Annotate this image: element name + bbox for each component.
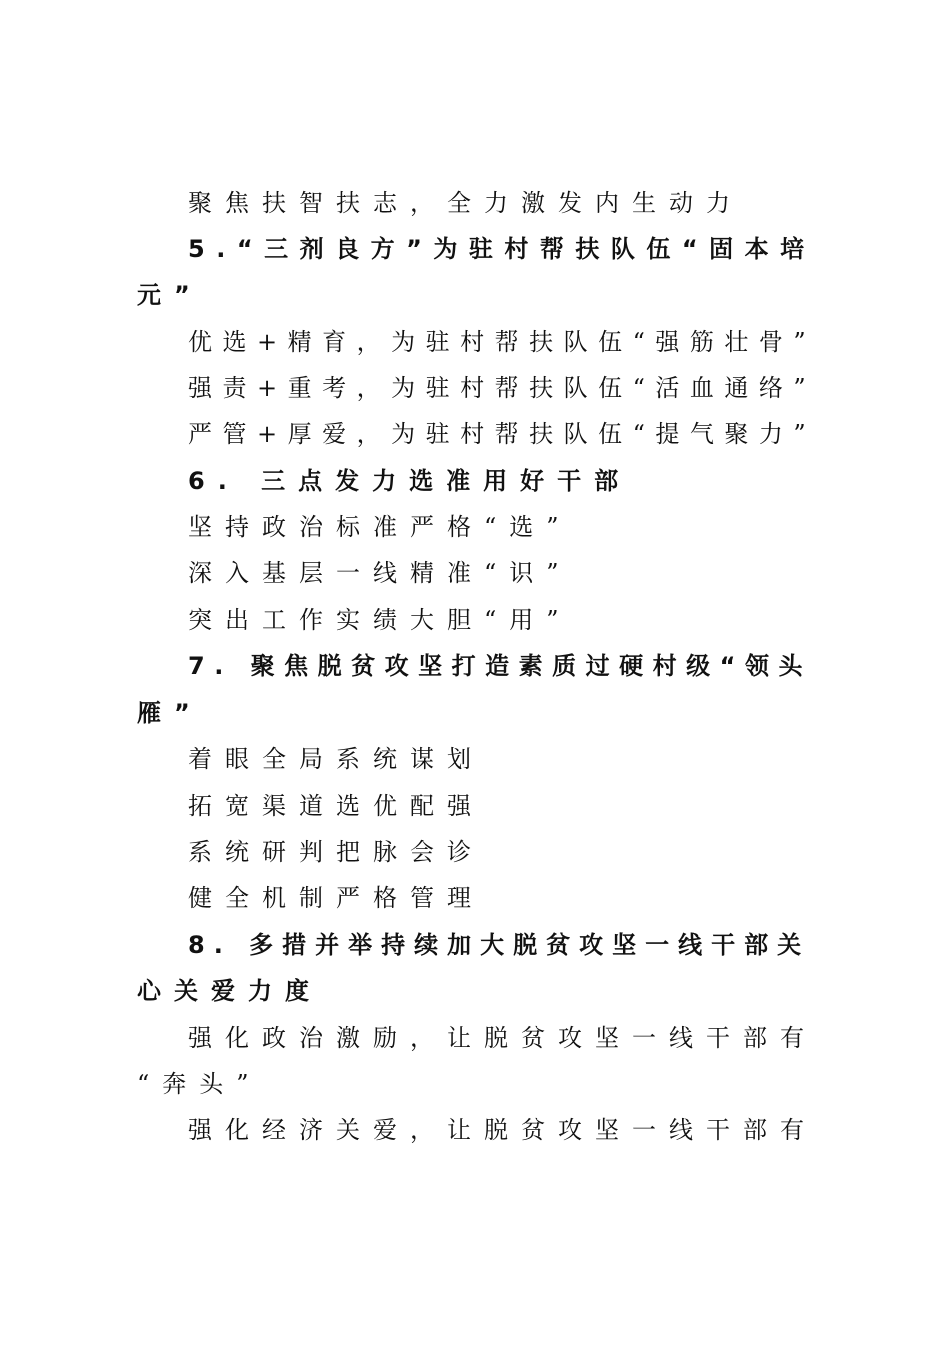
text-line: 强化政治激励，让脱贫攻坚一线干部有 [188,1024,817,1052]
text-line: 强化经济关爱，让脱贫攻坚一线干部有 [188,1116,817,1144]
text-line: 健全机制严格管理 [188,884,484,912]
section-heading: 7. 聚焦脱贫攻坚打造素质过硬村级“领头 [188,652,812,680]
text-line: 坚持政治标准严格“选” [188,513,572,541]
section-heading-continued: 元” [137,281,203,309]
section-heading: 8. 多措并举持续加大脱贫攻坚一线干部关 [188,931,811,959]
text-line: 优选+精育，为驻村帮扶队伍“强筋壮骨” [188,328,817,356]
text-line: 着眼全局系统谋划 [188,745,484,773]
section-heading: 5.“三剂良方”为驻村帮扶队伍“固本培 [188,235,816,263]
section-heading-continued: 雁” [137,699,203,727]
section-heading: 6. 三点发力选准用好干部 [188,467,632,495]
text-line: 严管+厚爱，为驻村帮扶队伍“提气聚力” [188,420,817,448]
text-line: 聚焦扶智扶志，全力激发内生动力 [188,189,743,217]
text-line: 突出工作实绩大胆“用” [188,606,572,634]
text-line: 深入基层一线精准“识” [188,559,572,587]
text-line: 系统研判把脉会诊 [188,838,484,866]
text-line: 拓宽渠道选优配强 [188,792,484,820]
text-line-continued: “奔头” [137,1070,262,1098]
text-line: 强责+重考，为驻村帮扶队伍“活血通络” [188,374,817,402]
section-heading-continued: 心关爱力度 [137,977,322,1005]
